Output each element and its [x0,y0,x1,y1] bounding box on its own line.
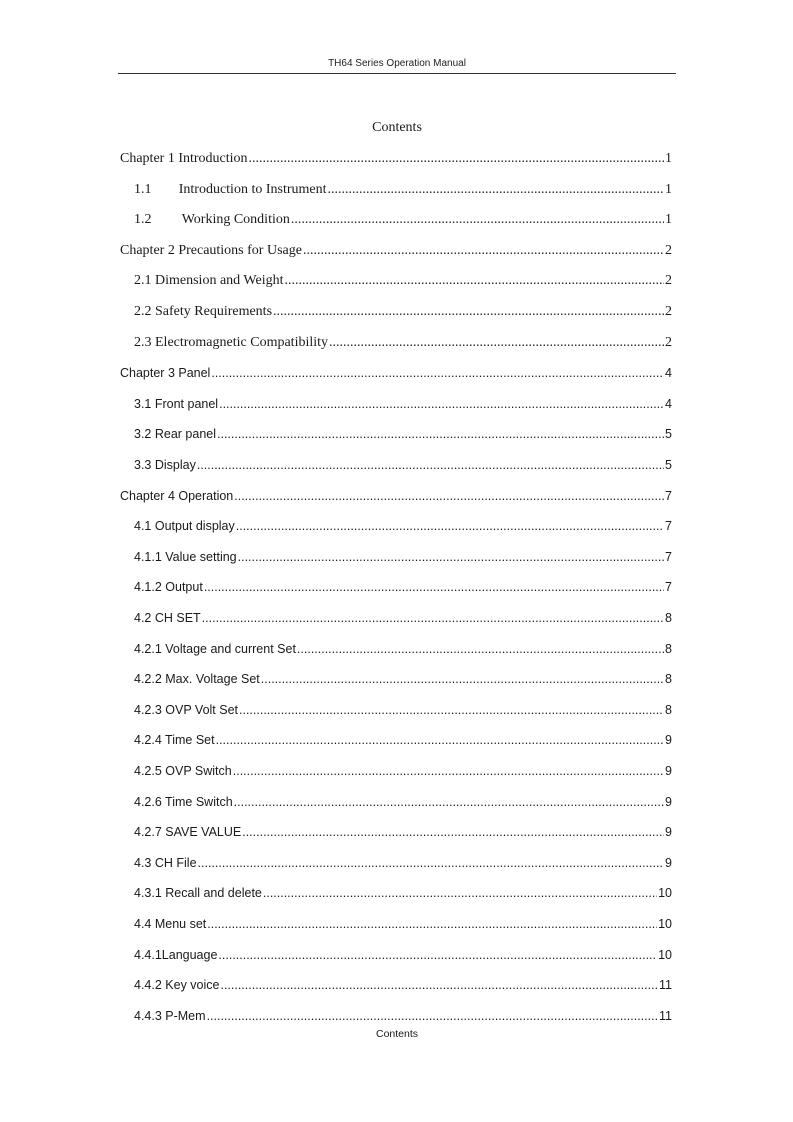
toc-entry[interactable] [120,149,672,169]
toc-entry-label: Introduction to Instrument [178,181,327,197]
toc-entry-label: 4.1 Output display [134,519,235,534]
toc-entry-page-number: 9 [665,855,672,870]
toc-entry-label: 4.2.1 Voltage and current Set [134,641,296,656]
toc-entry[interactable] [134,210,672,230]
toc-dot-leader [219,394,664,414]
toc-entry-page-number: 10 [658,917,672,931]
toc-dot-leader [238,547,664,567]
toc-dot-leader [202,608,664,628]
toc-entry[interactable] [134,761,672,781]
toc-entry-label: Chapter 3 Panel [120,366,211,381]
toc-dot-leader [297,639,664,659]
toc-entry-label: 4.1.2 Output [134,580,203,595]
toc-entry[interactable] [134,394,672,414]
toc-entry-label: 4.4 Menu set [134,917,207,931]
toc-entry-label: Chapter 4 Operation [120,488,234,503]
toc-entry[interactable] [134,271,672,291]
toc-entry-label: 4.3 CH File [134,855,197,870]
toc-entry-page-number: 8 [665,702,672,717]
toc-entry-label: 4.2.5 OVP Switch [134,764,232,778]
toc-dot-leader [291,210,664,230]
toc-entry-page-number: 7 [665,519,672,534]
toc-entry-page-number: 2 [665,242,672,258]
toc-entry-page-number: 2 [665,304,672,319]
toc-entry[interactable] [134,424,672,444]
toc-dot-leader [220,975,658,995]
toc-entry-number: 1.2 [134,212,152,228]
toc-entry-label: 3.1 Front panel [134,396,219,411]
toc-entry[interactable] [134,730,672,750]
toc-entry-page-number: 7 [665,488,672,503]
toc-dot-leader [207,1006,658,1026]
toc-entry-page-number: 4 [665,396,672,411]
toc-entry[interactable] [134,639,672,659]
toc-entry[interactable] [134,975,672,995]
toc-dot-leader [329,333,664,353]
toc-entry[interactable] [134,792,672,812]
toc-entry-label: 4.4.2 Key voice [134,978,220,993]
toc-entry[interactable] [134,455,672,475]
toc-dot-leader [198,853,665,873]
toc-entry[interactable] [134,945,672,965]
toc-entry-page-number: 9 [665,825,672,840]
toc-entry-page-number: 5 [665,427,672,442]
toc-entry-page-number: 7 [665,549,672,564]
toc-dot-leader [236,516,664,536]
toc-dot-leader [234,792,664,812]
toc-entry-label: 4.2.7 SAVE VALUE [134,825,242,840]
toc-entry-page-number: 7 [665,580,672,595]
toc-entry[interactable] [134,1006,672,1026]
toc-dot-leader [211,363,664,383]
toc-entry[interactable] [134,333,672,353]
toc-entry-page-number: 9 [665,764,672,778]
toc-entry[interactable] [120,241,672,261]
toc-entry-page-number: 1 [665,212,672,228]
toc-entry[interactable] [134,853,672,873]
page-header: TH64 Series Operation Manual [328,58,466,69]
toc-entry[interactable] [120,363,672,383]
toc-entry-label: 4.4.3 P-Mem [134,1008,206,1023]
toc-entry-page-number: 2 [665,334,672,350]
toc-entry-page-number: 11 [659,978,672,993]
toc-entry-label: 3.2 Rear panel [134,427,217,442]
toc-entry-page-number: 1 [665,151,672,166]
toc-dot-leader [239,700,664,720]
toc-entry-label: 4.2.2 Max. Voltage Set [134,672,260,687]
toc-entry[interactable] [134,883,672,903]
toc-entry[interactable] [134,577,672,597]
toc-dot-leader [273,302,664,322]
toc-dot-leader [303,241,664,261]
toc-dot-leader [218,945,657,965]
toc-entry[interactable] [134,608,672,628]
toc-entry[interactable] [134,302,672,322]
toc-entry-number: 1.1 [134,181,152,197]
toc-entry-page-number: 10 [658,947,672,962]
toc-dot-leader [242,822,664,842]
toc-entry-label: 4.4.1Language [134,947,218,962]
toc-entry-page-number: 4 [665,366,672,381]
toc-entry-label: 2.2 Safety Requirements [134,304,273,319]
toc-entry[interactable] [134,516,672,536]
toc-entry-page-number: 8 [665,611,672,625]
toc-dot-leader [207,914,657,934]
toc-dot-leader [216,730,664,750]
toc-dot-leader [204,577,664,597]
toc-entry[interactable] [134,180,672,200]
toc-entry-label: Working Condition [181,212,290,228]
toc-entry-label: 2.1 Dimension and Weight [134,273,284,289]
toc-dot-leader [197,455,664,475]
toc-entry-page-number: 10 [658,886,672,901]
toc-entry-label: 4.2 CH SET [134,611,201,625]
toc-entry[interactable] [120,486,672,506]
toc-entry[interactable] [134,914,672,934]
toc-entry-label: 4.1.1 Value setting [134,549,237,564]
page-footer: Contents [375,1028,419,1040]
toc-entry-page-number: 5 [665,458,672,472]
toc-entry[interactable] [134,669,672,689]
toc-entry-page-number: 9 [665,733,672,748]
toc-entry-label: 4.2.3 OVP Volt Set [134,702,239,717]
toc-entry[interactable] [134,700,672,720]
toc-entry-page-number: 1 [665,181,672,197]
toc-entry-page-number: 8 [665,641,672,656]
toc-entry-label: 2.3 Electromagnetic Compatibility [134,334,329,350]
toc-entry-label: Chapter 1 Introduction [120,151,248,166]
toc-entry[interactable] [134,822,672,842]
toc-dot-leader [233,761,664,781]
toc-entry-page-number: 2 [665,273,672,289]
toc-entry-label: 4.2.6 Time Switch [134,794,233,809]
toc-dot-leader [285,271,665,291]
toc-entry-page-number: 8 [665,672,672,687]
toc-entry-page-number: 11 [659,1008,672,1023]
toc-dot-leader [263,883,657,903]
toc-entry-page-number: 9 [665,794,672,809]
toc-dot-leader [249,149,664,169]
toc-entry[interactable] [134,547,672,567]
toc-dot-leader [261,669,664,689]
toc-entry-label: 4.2.4 Time Set [134,733,215,748]
toc-title: Contents [372,120,422,135]
toc-dot-leader [234,486,664,506]
toc-dot-leader [217,424,664,444]
toc-entry-label: 4.3.1 Recall and delete [134,886,262,901]
toc-dot-leader [328,180,665,200]
toc-entry-label: Chapter 2 Precautions for Usage [120,242,302,258]
toc-entry-label: 3.3 Display [134,458,196,472]
